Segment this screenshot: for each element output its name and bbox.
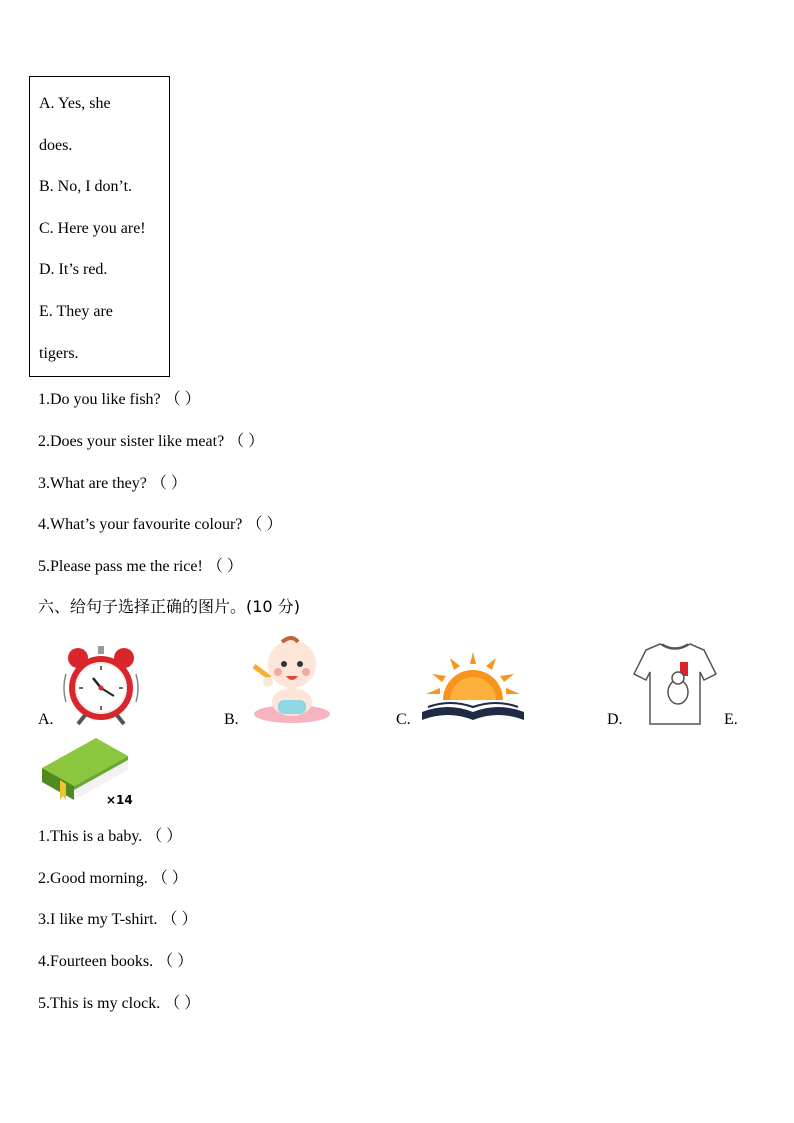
question-5: 5.Please pass me the rice! （ ）	[38, 558, 243, 575]
option-d: D. It’s red.	[39, 261, 108, 278]
book-count-label: ×14	[106, 793, 133, 807]
option-b: B. No, I don’t.	[39, 178, 133, 195]
option-e-line2: tigers.	[39, 345, 79, 362]
option-a-line2: does.	[39, 137, 73, 154]
sunrise-book-icon	[420, 650, 526, 724]
section-six-heading: 六、给句子选择正确的图片。(10 分)	[38, 597, 300, 616]
option-c: C. Here you are!	[39, 220, 146, 237]
option-e-line1: E. They are	[39, 303, 113, 320]
picture-question-5: 5.This is my clock. （ ）	[38, 995, 201, 1012]
option-a-line1: A. Yes, she	[39, 95, 111, 112]
question-1: 1.Do you like fish? （ ）	[38, 391, 201, 408]
question-4: 4.What’s your favourite colour? （ ）	[38, 516, 283, 533]
alarm-clock-icon	[60, 644, 142, 726]
t-shirt-icon	[632, 640, 718, 726]
picture-label-d: D.	[607, 711, 623, 728]
picture-label-a: A.	[38, 711, 54, 728]
question-2: 2.Does your sister like meat? （ ）	[38, 433, 265, 450]
picture-question-2: 2.Good morning. （ ）	[38, 870, 188, 887]
picture-label-c: C.	[396, 711, 411, 728]
answer-options-box	[29, 76, 170, 377]
picture-label-e: E.	[724, 711, 738, 728]
baby-icon	[248, 632, 330, 724]
picture-label-b: B.	[224, 711, 239, 728]
picture-question-1: 1.This is a baby. （ ）	[38, 828, 183, 845]
question-3: 3.What are they? （ ）	[38, 475, 187, 492]
picture-question-4: 4.Fourteen books. （ ）	[38, 953, 194, 970]
picture-question-3: 3.I like my T-shirt. （ ）	[38, 911, 198, 928]
